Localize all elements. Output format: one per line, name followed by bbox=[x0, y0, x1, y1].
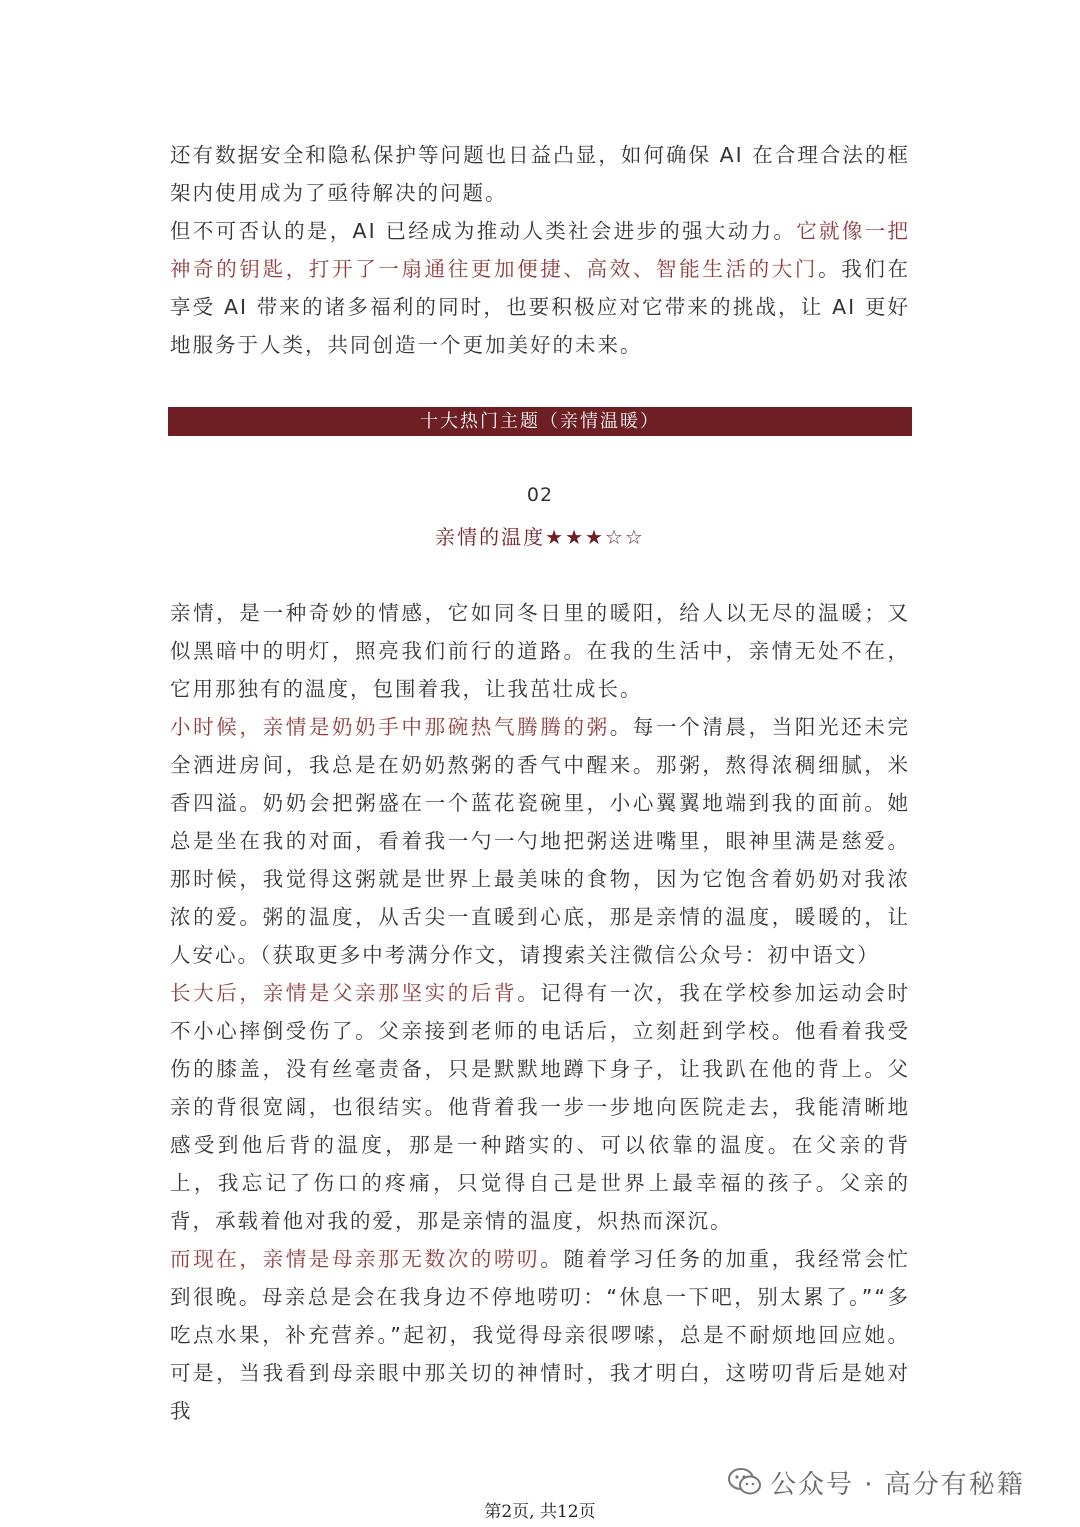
intro-paragraph-2 bbox=[170, 212, 910, 364]
wechat-icon bbox=[728, 1468, 762, 1496]
essay-p4-text: 。随着学习任务的加重，我经常会忙到很晚。母亲总是会在我身边不停地唠叨：“休息一下吧，别太累了。”“多吃点水果，补充营养。”起初，我觉得母亲很啰嗦，总是不耐烦地回应她。可是，当我看到母亲眼中那关切的神情时，我才明白，这唠叨背后是她对我 bbox=[170, 1247, 911, 1423]
essay-p2-text: 。每一个清晨，当阳光还未完全洒进房间，我总是在奶奶熬粥的香气中醒来。那粥，熬得浓稠细腻，米香四溢。奶奶会把粥盛在一个蓝花瓷碗里，小心翼翼地端到我的面前。她总是坐在我的对面，看着我一勺一勺地把粥送进嘴里，眼神里满是慈爱。那时候，我觉得这粥就是世界上最美味的食物，因为它饱含着奶奶对我浓浓的爱。粥的温度，从舌尖一直暖到心底，那是亲情的温度，暖暖的，让人安心。（获取更多中考满分作文，请搜索关注微信公众号：初中语文） bbox=[170, 715, 911, 967]
intro-p2-end: 。我们在享受 AI 带来的诸多福利的同时，也要积极应对它带来的挑战，让 AI 更好地服务于人类，共同创造一个更加美好的未来。 bbox=[170, 257, 911, 357]
intro-p2-start: 但不可否认的是，AI 已经成为推动人类社会进步的强大动力。 bbox=[170, 219, 797, 243]
page-number: 第2页, 共12页 bbox=[484, 1502, 596, 1522]
essay-paragraph-3 bbox=[170, 974, 910, 1240]
section-banner: 十大热门主题（亲情温暖） bbox=[168, 407, 912, 436]
watermark-text: 公众号 · 高分有秘籍 bbox=[770, 1469, 1025, 1500]
essay-body bbox=[170, 594, 910, 1430]
essay-paragraph-2 bbox=[170, 708, 910, 974]
watermark bbox=[728, 1462, 1025, 1502]
essay-p3-text: 。记得有一次，我在学校参加运动会时不小心摔倒受伤了。父亲接到老师的电话后，立刻赶到学校。他看着我受伤的膝盖，没有丝毫责备，只是默默地蹲下身子，让我趴在他的背上。父亲的背很宽阔，也很结实。他背着我一步一步地向医院走去，我能清晰地感受到他后背的温度，那是一种踏实的、可以依靠的温度。在父亲的背上，我忘记了伤口的疼痛，只觉得自己是世界上最幸福的孩子。父亲的背，承载着他对我的爱，那是亲情的温度，炽热而深沉。 bbox=[170, 981, 911, 1233]
intro-p2-highlight: 它就像一把神奇的钥匙，打开了一扇通往更加便捷、高效、智能生活的大门 bbox=[170, 219, 910, 281]
essay-p3-highlight: 长大后，亲情是父亲那坚实的后背 bbox=[170, 981, 518, 1005]
intro-section bbox=[170, 136, 910, 364]
essay-title: 亲情的温度★★★☆☆ bbox=[435, 525, 645, 549]
essay-p2-highlight: 小时候，亲情是奶奶手中那碗热气腾腾的粥 bbox=[170, 715, 610, 739]
intro-paragraph-1: 还有数据安全和隐私保护等问题也日益凸显，如何确保 AI 在合理合法的框架内使用成为了亟待解决的问题。 bbox=[170, 143, 910, 205]
essay-number: 02 bbox=[526, 484, 554, 506]
essay-p4-highlight: 而现在，亲情是母亲那无数次的唠叨 bbox=[170, 1247, 541, 1271]
essay-paragraph-1: 亲情，是一种奇妙的情感，它如同冬日里的暖阳，给人以无尽的温暖；又似黑暗中的明灯，照亮我们前行的道路。在我的生活中，亲情无处不在，它用那独有的温度，包围着我，让我茁壮成长。 bbox=[170, 601, 910, 701]
essay-paragraph-4 bbox=[170, 1240, 910, 1430]
